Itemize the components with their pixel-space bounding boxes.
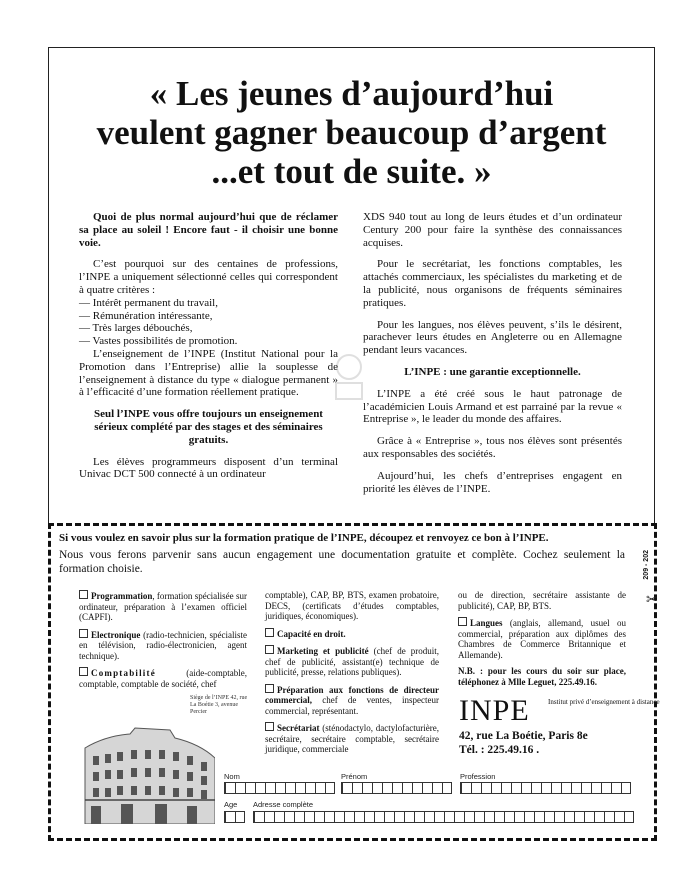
criterion-2: — Rémunération intéressante, [79,309,213,322]
headline-line-2: veulent gagner beaucoup d’argent [96,113,607,152]
options-column-1 [79,590,247,695]
option-title: Capacité en droit. [277,628,346,639]
adresse-field[interactable] [253,811,634,823]
option-directeur-commercial[interactable] [265,684,439,717]
checkbox[interactable] [265,684,274,693]
option-title: Electronique [91,629,141,640]
profession-field[interactable] [460,782,631,794]
secretariat-continuation: ou de direction, secrétaire assistante de publicité), CAP, BP, BTS. [458,590,626,611]
option-capacite[interactable] [265,628,439,640]
nom-label: Nom [224,772,240,781]
checkbox[interactable] [79,629,88,638]
phone: Tél. : 225.49.16 . [459,744,540,756]
option-desc: (chef de produit, chef de publicité, assistant(e) technique de publicité, presse, relations publiques). [265,646,439,677]
headline-line-1: « Les jeunes d’aujourd’hui [149,74,554,113]
building-photo [75,718,215,824]
option-desc: (radio-technicien, spécialiste en télévision, radio-électronicien, agent technique). [79,629,247,661]
criterion-4: — Vastes possibilités de promotion. [79,335,238,348]
options-column-3 [458,590,626,693]
criterion-1: — Intérêt permanent du travail, [79,296,218,309]
inpe-address-block [459,729,588,757]
inpe-logo: INPE [459,694,530,727]
comptabilite-continuation: comptable), CAP, BP, BTS, examen probatoire, DECS, (certificats d’études comptables, juridiques, économiques). [265,590,439,621]
nb-note: N.B. : pour les cours du soir sur place, téléphonez à Mlle Leguet, 225.49.16. [458,666,626,687]
intro-paragraph: C’est pourquoi sur des centaines de professions, l’INPE a uniquement sélectionné celles qui correspondent à quatre critères : [79,258,338,296]
options-column-2 [265,590,439,761]
programmers-paragraph: Les élèves programmeurs disposent d’un terminal Univac DCT 500 connecté à un ordinateur [79,455,338,481]
option-title: Programmation [91,591,153,601]
checkbox[interactable] [265,628,274,637]
headline-line-3: ...et tout de suite. » [211,152,492,191]
checkbox[interactable] [458,617,467,626]
right-paragraph-1: XDS 940 tout au long de leurs études et d’un ordinateur Century 200 pour faire la synthèse des connaissances acquises. [363,211,622,249]
nom-field[interactable] [224,782,335,794]
option-title: Marketing et publicité [277,646,369,656]
option-title: Comptabilité [91,668,156,678]
option-electronique[interactable] [79,629,247,662]
option-programmation[interactable] [79,590,247,623]
bold-statement: Seul l’INPE vous offre toujours un enseignement sérieux complété par des stages et des séminaires gratuits. [94,408,323,446]
scissors-icon: ✂ [646,593,658,608]
inpe-logo-subtitle: Institut privé d’enseignement à distance [548,698,660,706]
right-paragraph-6: Aujourd’hui, les chefs d’entreprises engagent en priorité les élèves de l’INPE. [363,469,622,495]
coupon-intro: Nous vous ferons parvenir sans aucun engagement une documentation gratuite et complète. Cochez seulement la formation choisie. [59,549,625,575]
option-marketing[interactable] [265,645,439,678]
teaching-paragraph: L’enseignement de l’INPE (Institut National pour la Promotion dans l’Entreprise) allie la souplesse de l’enseignement à distance du type « dialogue permanent » à l’efficacité d’une formation réellement pratique. [79,347,338,399]
guarantee-heading: L’INPE : une garantie exceptionnelle. [404,365,581,378]
option-desc: , formation spécialisée sur ordinateur, préparation à l’examen officiel (CAPFI). [79,591,247,622]
option-desc: chef de ventes, inspecteur commercial, représentant. [265,695,439,716]
option-desc: (anglais, allemand, usuel ou commercial, préparation aux diplômes des Chambres de Commerce Britannique et Allemande). [458,618,626,660]
checkbox[interactable] [79,667,88,676]
lead-paragraph: Quoi de plus normal aujourd’hui que de réclamer sa place au soleil ! Encore faut - il choisir une bonne voie. [79,211,338,249]
right-paragraph-2: Pour le secrétariat, les fonctions comptables, les attachés commerciaux, les spécialistes du marketing et de la publicité, nous organisons de fréquents séminaires pratiques. [363,258,622,309]
criterion-3: — Très larges débouchés, [79,322,193,335]
option-desc: (aide-comptable, comptable, comptable de société, chef [79,668,247,689]
option-comptabilite[interactable] [79,667,247,689]
prenom-field[interactable] [341,782,452,794]
age-field[interactable] [224,811,245,823]
right-paragraph-4: L’INPE a été créé sous le haut patronage de l’académicien Louis Armand et est parrainé par la revue « Entreprise », le leader du monde des affaires. [363,387,622,426]
profession-label: Profession [460,772,496,781]
adresse-label: Adresse complète [253,800,314,809]
option-title: Langues [470,618,503,628]
right-column [363,211,622,504]
option-title: Préparation aux fonctions de directeur commercial, [265,684,439,705]
option-secretariat[interactable] [265,722,439,755]
prenom-label: Prénom [341,772,368,781]
checkbox[interactable] [79,590,88,599]
option-langues[interactable] [458,617,626,660]
checkbox[interactable] [265,722,274,731]
headline [48,74,655,191]
right-paragraph-5: Grâce à « Entreprise », tous nos élèves sont présentés aux responsables des sociétés. [363,435,622,460]
left-column [79,211,338,490]
age-label: Age [224,800,238,809]
option-desc: (sténodactylo, dactylofacturière, secrétaire, secrétaire comptable, secrétaire juridique, commerciale [265,723,439,754]
right-paragraph-3: Pour les langues, nos élèves peuvent, s’ils le désirent, parachever leurs études en Angleterre ou en Allemagne pendant leurs vacances. [363,318,622,357]
option-title: Secrétariat [277,723,320,733]
watermark-stamp [328,349,370,403]
checkbox[interactable] [265,645,274,654]
side-code: 209 - 202 [643,550,650,580]
coupon-header: Si vous voulez en savoir plus sur la formation pratique de l’INPE, découpez et renvoyez ce bon à l’INPE. [59,532,549,544]
address: 42, rue La Boétie, Paris 8e [459,730,588,742]
photo-caption: Siège de l’INPE 42, rue La Boétie 3, avenue Percier [190,695,248,715]
